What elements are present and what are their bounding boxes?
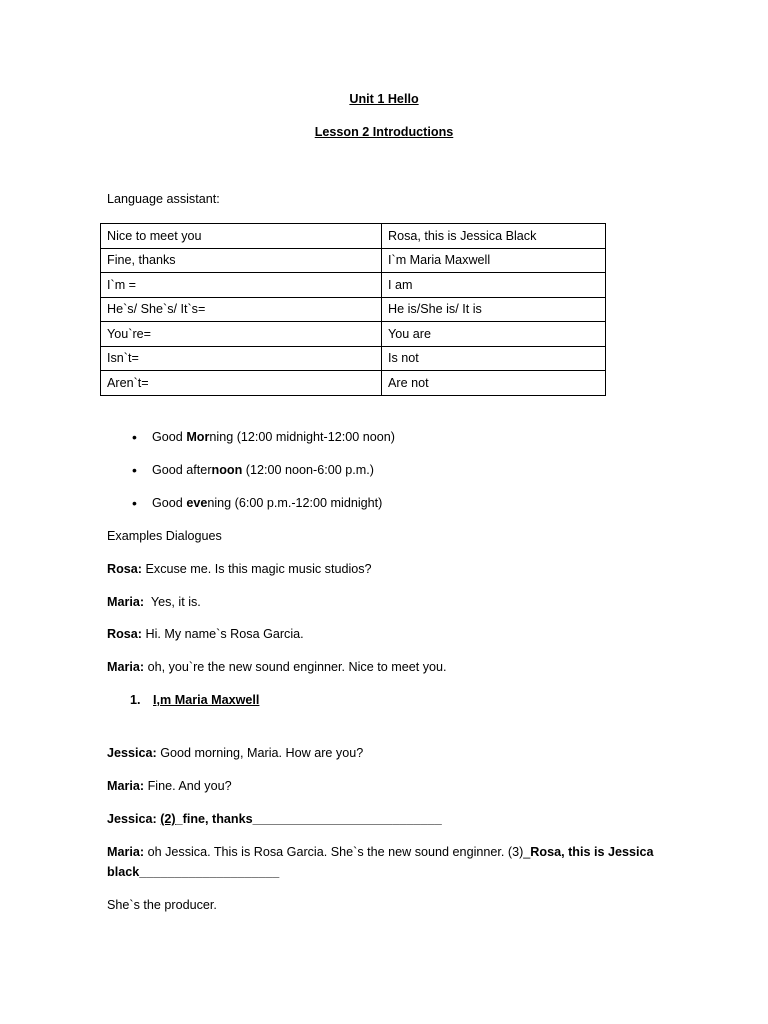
unit-title: Unit 1 Hello (349, 92, 419, 106)
speaker-name: Maria: (107, 660, 145, 674)
vocabulary-table (100, 223, 606, 396)
table-cell: Are not (382, 371, 606, 396)
dialogue-continuation (107, 865, 279, 879)
table-row (101, 346, 606, 371)
table-row (101, 371, 606, 396)
speaker-name: Maria: (107, 595, 145, 609)
greeting-text: (12:00 noon-6:00 p.m.) (242, 463, 374, 477)
table-cell: He is/She is/ It is (382, 297, 606, 322)
lesson-title: Lesson 2 Introductions (314, 125, 454, 139)
dialogue-text: Good morning, Maria. How are you? (156, 746, 364, 760)
greeting-text: ning (6:00 p.m.-12:00 midnight) (207, 496, 383, 510)
table-cell: I am (382, 273, 606, 298)
greeting-text: Good (152, 496, 187, 510)
dialogue-text: Hi. My name`s Rosa Garcia. (142, 627, 304, 641)
item-text: I,m Maria Maxwell (153, 693, 260, 707)
dialogue-text: oh Jessica. This is Rosa Garcia. She`s the new sound enginner. (3)_ (144, 845, 531, 859)
speaker-name: Rosa: (107, 627, 142, 641)
greeting-emphasis: Mor (186, 430, 210, 444)
table-row (101, 248, 606, 273)
dialogue-line (107, 845, 654, 859)
table-row (101, 224, 606, 249)
dialogue-line (107, 627, 304, 641)
table-cell: Isn`t= (101, 346, 382, 371)
greeting-emphasis: eve (186, 496, 208, 510)
table-cell: Aren`t= (101, 371, 382, 396)
dialogue-text: Excuse me. Is this magic music studios? (142, 562, 372, 576)
table-cell: He`s/ She`s/ It`s= (101, 297, 382, 322)
answer-text: Rosa, this is Jessica (530, 845, 654, 859)
dialogue-line (107, 595, 201, 609)
list-item (132, 461, 395, 494)
table-cell: I`m Maria Maxwell (382, 248, 606, 273)
dialogue-line (107, 746, 363, 760)
table-cell: Rosa, this is Jessica Black (382, 224, 606, 249)
list-item (132, 428, 395, 461)
greeting-text: Good after (152, 463, 212, 477)
speaker-name: Rosa: (107, 562, 142, 576)
examples-label: Examples Dialogues (107, 529, 222, 543)
table-cell: Nice to meet you (101, 224, 382, 249)
table-cell: You`re= (101, 322, 382, 347)
greeting-text: Good (152, 430, 187, 444)
answer-text: black____________________ (107, 865, 280, 879)
greeting-text: ning (12:00 midnight-12:00 noon) (209, 430, 395, 444)
table-row (101, 273, 606, 298)
dialogue-text: oh, you`re the new sound enginner. Nice to meet you. (144, 660, 447, 674)
table-cell: You are (382, 322, 606, 347)
table-cell: I`m = (101, 273, 382, 298)
dialogue-line (107, 660, 447, 674)
dialogue-line (107, 562, 372, 576)
table-row (101, 297, 606, 322)
blank-number: (2) (160, 812, 176, 826)
list-item (132, 494, 395, 527)
speaker-name: Maria: (107, 779, 145, 793)
dialogue-text: Fine. And you? (144, 779, 232, 793)
table-cell: Fine, thanks (101, 248, 382, 273)
closing-line: She`s the producer. (107, 898, 217, 912)
answer-text: _fine, thanks___________________________ (175, 812, 442, 826)
item-number: 1. (130, 693, 141, 707)
greetings-list (132, 428, 395, 527)
table-row (101, 322, 606, 347)
speaker-name: Jessica: (107, 746, 157, 760)
numbered-item (130, 693, 259, 707)
dialogue-text: Yes, it is. (144, 595, 201, 609)
greeting-emphasis: noon (211, 463, 243, 477)
speaker-name: Jessica: (107, 812, 157, 826)
dialogue-line (107, 812, 442, 826)
speaker-name: Maria: (107, 845, 145, 859)
table-cell: Is not (382, 346, 606, 371)
dialogue-line (107, 779, 232, 793)
section-label: Language assistant: (107, 192, 220, 206)
